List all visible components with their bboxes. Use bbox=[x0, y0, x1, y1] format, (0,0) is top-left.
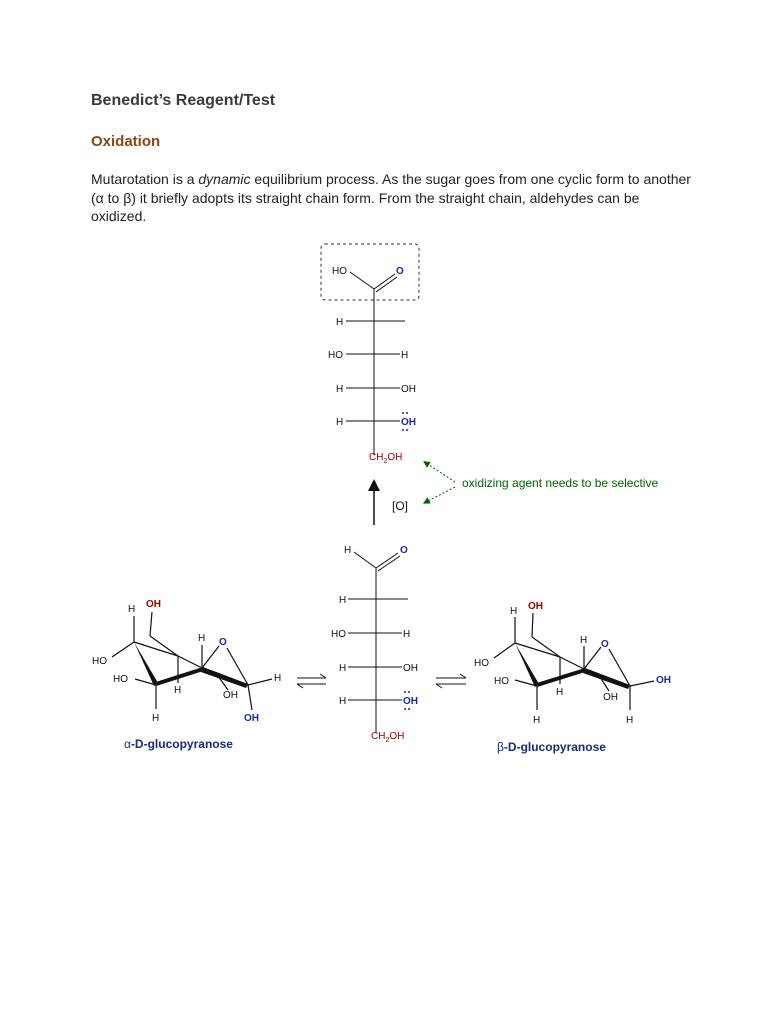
beta-ho3-label: HO bbox=[494, 676, 509, 687]
beta-oh1-label: OH bbox=[656, 675, 671, 686]
chain-aldehyde-o-label: O bbox=[400, 545, 408, 556]
acid-c5-oh-label: OH bbox=[401, 417, 416, 428]
oxidation-reagent-label: [O] bbox=[392, 499, 409, 513]
alpha-name-text: -D-glucopyranose bbox=[130, 737, 233, 751]
alpha-h6-label: H bbox=[128, 604, 136, 615]
alpha-ring-o-label: O bbox=[219, 637, 227, 648]
beta-oh2-label: OH bbox=[603, 692, 618, 703]
equilibrium-arrow-left bbox=[297, 674, 326, 688]
paragraph-emphasis: dynamic bbox=[198, 171, 251, 187]
acid-c4-oh-label: OH bbox=[401, 384, 416, 395]
alpha-name-prefix: α bbox=[124, 737, 131, 751]
beta-ring-o-label: O bbox=[601, 639, 609, 650]
beta-oh6-label: OH bbox=[528, 601, 543, 612]
beta-ho4-label: HO bbox=[474, 658, 489, 669]
document-title: Benedict’s Reagent/Test bbox=[91, 92, 276, 109]
acid-ch2oh-text: CH bbox=[369, 452, 384, 463]
chain-c5-oh-label: OH bbox=[403, 696, 418, 707]
chain-c3-ho-label: HO bbox=[331, 629, 346, 640]
subscript-rest: OH bbox=[389, 731, 405, 742]
alpha-oh1-label: OH bbox=[244, 713, 259, 724]
paragraph-text-1: Mutarotation is a bbox=[91, 171, 199, 187]
alpha-h3-label: H bbox=[174, 685, 182, 696]
chain-c5-h-label: H bbox=[339, 696, 347, 707]
beta-name-text: -D-glucopyranose bbox=[503, 740, 606, 754]
subscript-two: 2 bbox=[385, 737, 390, 744]
beta-h5-label: H bbox=[580, 635, 588, 646]
section-heading: Oxidation bbox=[91, 133, 161, 150]
acid-carbonyl-o-label: O bbox=[396, 266, 404, 277]
beta-name-prefix: β bbox=[497, 740, 504, 754]
acid-c2-h-label: H bbox=[336, 317, 344, 328]
acid-ho-label: HO bbox=[332, 266, 347, 277]
chain-ch2oh-text: CH bbox=[371, 731, 386, 742]
beta-h3-label: H bbox=[556, 687, 564, 698]
gluconic-acid-structure bbox=[321, 244, 419, 465]
beta-glucopyranose-structure bbox=[474, 601, 671, 754]
alpha-name-label bbox=[124, 737, 233, 751]
acid-ch2oh-label bbox=[369, 452, 402, 465]
acid-c5-h-label: H bbox=[336, 417, 344, 428]
paragraph-text-2: equilibrium process. As the sugar goes from one cyclic form to another (α to β) it briefly adopts its straight chain form. From the straight chain, aldehydes can be oxidized. bbox=[91, 171, 691, 224]
chain-c3-h-label: H bbox=[403, 629, 411, 640]
selectivity-annotation bbox=[426, 463, 658, 502]
beta-name-label bbox=[497, 740, 606, 754]
alpha-oh2-label: OH bbox=[223, 690, 238, 701]
alpha-ho3-label: HO bbox=[113, 674, 128, 685]
annotation-text: oxidizing agent needs to be selective bbox=[462, 476, 659, 490]
alpha-glucopyranose-structure bbox=[92, 599, 281, 751]
alpha-h4-label: H bbox=[152, 713, 160, 724]
beta-h1-label: H bbox=[626, 715, 634, 726]
subscript-rest: OH bbox=[387, 452, 403, 463]
acid-c3-h-label: H bbox=[401, 350, 409, 361]
equilibrium-arrow-right bbox=[436, 674, 466, 688]
alpha-oh6-label: OH bbox=[146, 599, 161, 610]
alpha-h5-label: H bbox=[198, 633, 206, 644]
chain-ch2oh-label bbox=[371, 731, 404, 744]
acid-c3-ho-label: HO bbox=[328, 350, 343, 361]
annotation-arrow-up bbox=[426, 463, 455, 482]
chain-c4-h-label: H bbox=[339, 663, 347, 674]
chain-aldehyde-h-label: H bbox=[344, 545, 352, 556]
acid-c4-h-label: H bbox=[336, 384, 344, 395]
beta-h4-label: H bbox=[533, 715, 541, 726]
chain-c2-h-label: H bbox=[339, 595, 347, 606]
beta-h6-label: H bbox=[510, 606, 518, 617]
chain-c4-oh-label: OH bbox=[403, 663, 418, 674]
alpha-ho4-label: HO bbox=[92, 656, 107, 667]
alpha-h1-label: H bbox=[274, 673, 282, 684]
subscript-two: 2 bbox=[383, 458, 388, 465]
annotation-arrow-down bbox=[426, 487, 455, 502]
open-chain-glucose-structure bbox=[331, 545, 418, 744]
